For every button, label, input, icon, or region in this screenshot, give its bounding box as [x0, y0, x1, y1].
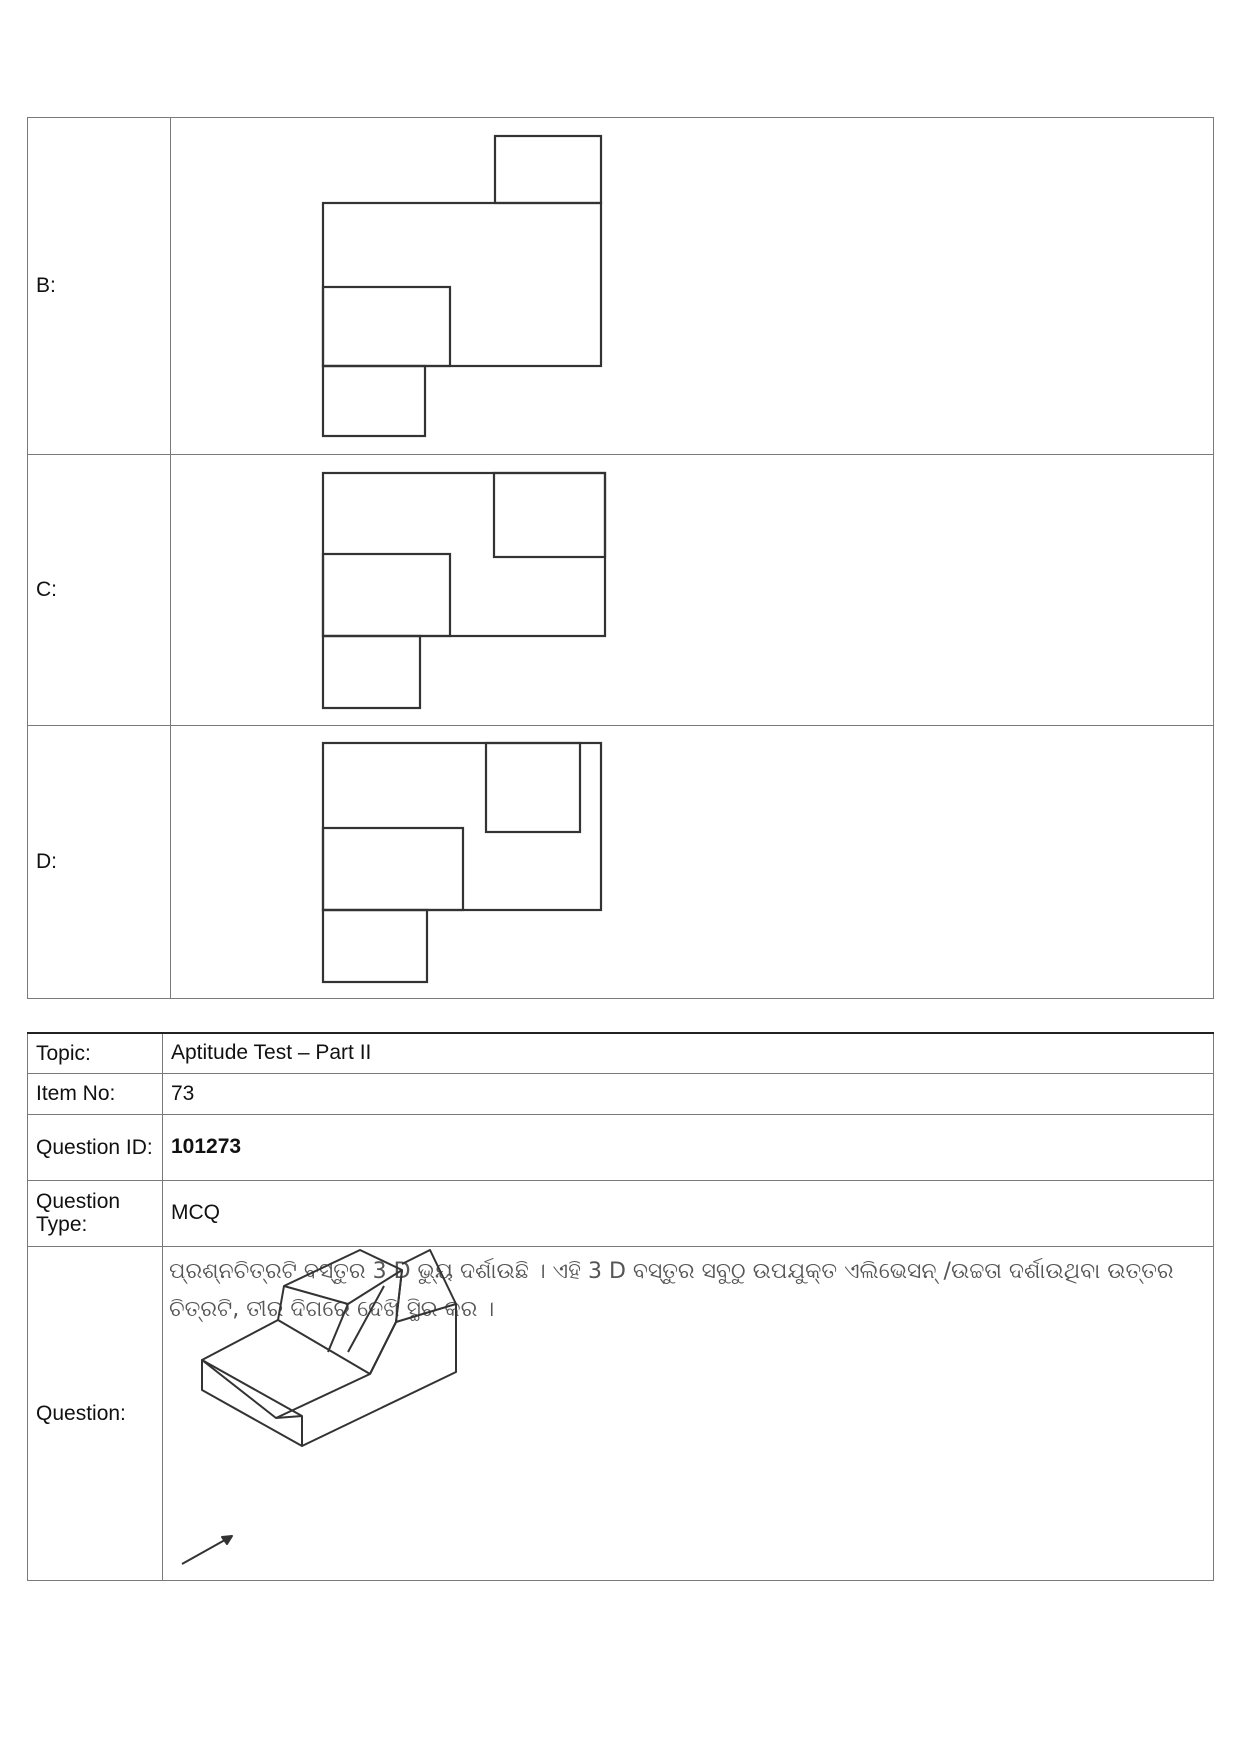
item-no-value: 73	[163, 1073, 1214, 1114]
figure-rect	[486, 743, 580, 832]
option-b-figure	[171, 119, 1221, 454]
arrow-icon	[222, 1536, 232, 1544]
figure-rect	[323, 366, 425, 436]
option-row-b	[28, 118, 1214, 455]
figure-line	[370, 1322, 396, 1374]
option-row-d	[28, 726, 1214, 999]
figure-line	[302, 1304, 456, 1446]
figure-line	[328, 1304, 348, 1352]
figure-rect	[323, 828, 463, 910]
question-type-label: Question Type:	[28, 1180, 163, 1246]
option-label: C:	[28, 455, 171, 726]
option-d-figure	[171, 727, 1221, 998]
figure-rect	[323, 910, 427, 982]
option-label: D:	[28, 726, 171, 999]
option-figure-cell	[171, 118, 1214, 455]
question-type-value: MCQ	[163, 1180, 1214, 1246]
figure-rect	[323, 203, 601, 366]
option-c-figure	[171, 456, 1221, 725]
figure-rect	[323, 287, 450, 366]
item-no-row	[28, 1073, 1214, 1114]
item-no-label: Item No:	[28, 1073, 163, 1114]
option-figure-cell	[171, 726, 1214, 999]
topic-row	[28, 1033, 1214, 1073]
question-type-row	[28, 1180, 1214, 1246]
question-label: Question:	[28, 1246, 163, 1580]
figure-line	[348, 1286, 384, 1352]
answer-options-table	[27, 117, 1214, 999]
topic-value: Aptitude Test – Part II	[163, 1033, 1214, 1073]
topic-label: Topic:	[28, 1033, 163, 1073]
question-id-value: 101273	[163, 1114, 1214, 1180]
question-figure-overlay	[170, 1240, 470, 1580]
figure-rect	[495, 136, 601, 203]
option-figure-cell	[171, 455, 1214, 726]
figure-rect	[323, 636, 420, 708]
question-text: ପ୍ରଶ୍ନଚିତ୍ରଟି ବସ୍ତୁର 3 D ଭ୍ୟୁ ଦର୍ଶାଉଛି । ଏହି 3 D ବସ୍ତୁର ସବୁଠୁ ଉପଯୁକ୍ତ ଏଲିଭେସନ୍ /ଉଚ୍ଚତା ଦର୍ଶାଉଥିବା ଉତ୍ତର ଚିତ୍ରଟି, ତୀର ଦିଗରେ ଦେଖି ସ୍ଥିର କର ।	[169, 1258, 1174, 1322]
figure-line	[396, 1250, 456, 1322]
figure-rect	[494, 473, 605, 557]
option-row-c	[28, 455, 1214, 726]
option-label: B:	[28, 118, 171, 455]
question-id-label: Question ID:	[28, 1114, 163, 1180]
figure-rect	[323, 554, 450, 636]
question-id-row	[28, 1114, 1214, 1180]
